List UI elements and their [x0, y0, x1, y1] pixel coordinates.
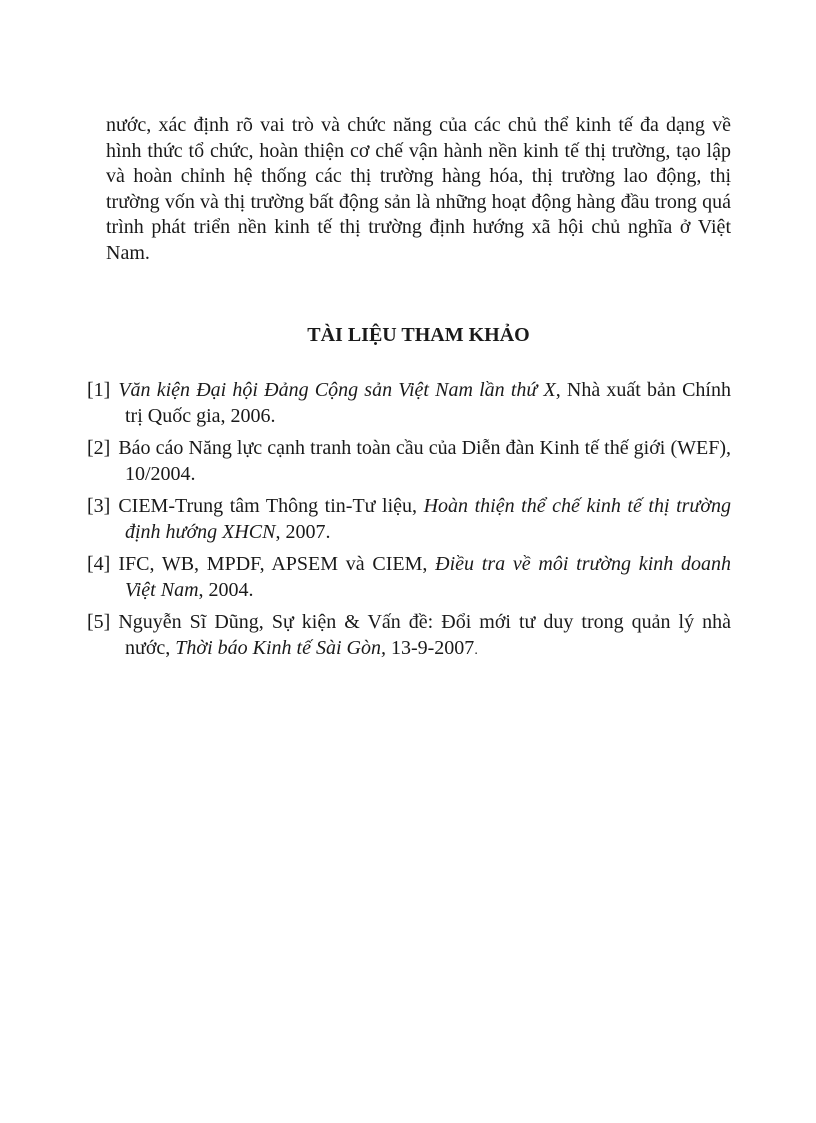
reference-number: [3]	[87, 494, 111, 517]
reference-suffix: , 2007.	[275, 520, 331, 543]
reference-number: [2]	[87, 436, 111, 459]
reference-title: Thời báo Kinh tế Sài Gòn,	[175, 636, 386, 659]
reference-prefix: Báo cáo Năng lực cạnh tranh toàn cầu của Diễn đàn Kinh tế thế giới (WEF), 10/2004.	[118, 436, 731, 485]
reference-number: [1]	[87, 378, 111, 401]
reference-title: Văn kiện Đại hội Đảng Cộng sản Việt Nam lần thứ X	[118, 378, 556, 401]
reference-number: [5]	[87, 610, 111, 633]
references-heading: TÀI LIỆU THAM KHẢO	[307, 323, 530, 346]
reference-prefix: CIEM-Trung tâm Thông tin-Tư liệu,	[118, 494, 424, 517]
reference-item-2	[87, 435, 731, 487]
intro-paragraph: nước, xác định rõ vai trò và chức năng của các chủ thể kinh tế đa dạng về hình thức tổ chức, hoàn thiện cơ chế vận hành nền kinh tế thị trường, tạo lập và hoàn chỉnh hệ thống các thị trường hàng hóa, thị trường lao động, thị trường vốn và thị trường bất động sản là những hoạt động hàng đầu trong quá trình phát triển nền kinh tế thị trường định hướng xã hội chủ nghĩa ở Việt Nam.	[106, 114, 731, 264]
reference-suffix: 13-9-2007	[385, 636, 475, 659]
reference-prefix: IFC, WB, MPDF, APSEM và CIEM,	[118, 552, 436, 575]
reference-title: Hoàn thiện thể chế kinh tế thị trường định hướng XHCN	[125, 494, 732, 543]
reference-item-3	[87, 493, 732, 545]
reference-trailing-period: .	[474, 642, 478, 658]
references-list	[87, 377, 732, 664]
reference-item-5	[87, 609, 731, 664]
reference-item-4	[87, 551, 731, 603]
reference-prefix: Nguyễn Sĩ Dũng, Sự kiện & Vấn đề: Đổi mới tư duy trong quản lý nhà nước,	[118, 610, 731, 659]
reference-item-1	[87, 377, 731, 429]
page-content	[87, 113, 732, 670]
reference-suffix: , Nhà xuất bản Chính trị Quốc gia, 2006.	[125, 378, 731, 427]
reference-suffix: , 2004.	[198, 578, 254, 601]
reference-title: Điều tra về môi trường kinh doanh Việt Nam	[125, 552, 731, 601]
reference-number: [4]	[87, 552, 111, 575]
